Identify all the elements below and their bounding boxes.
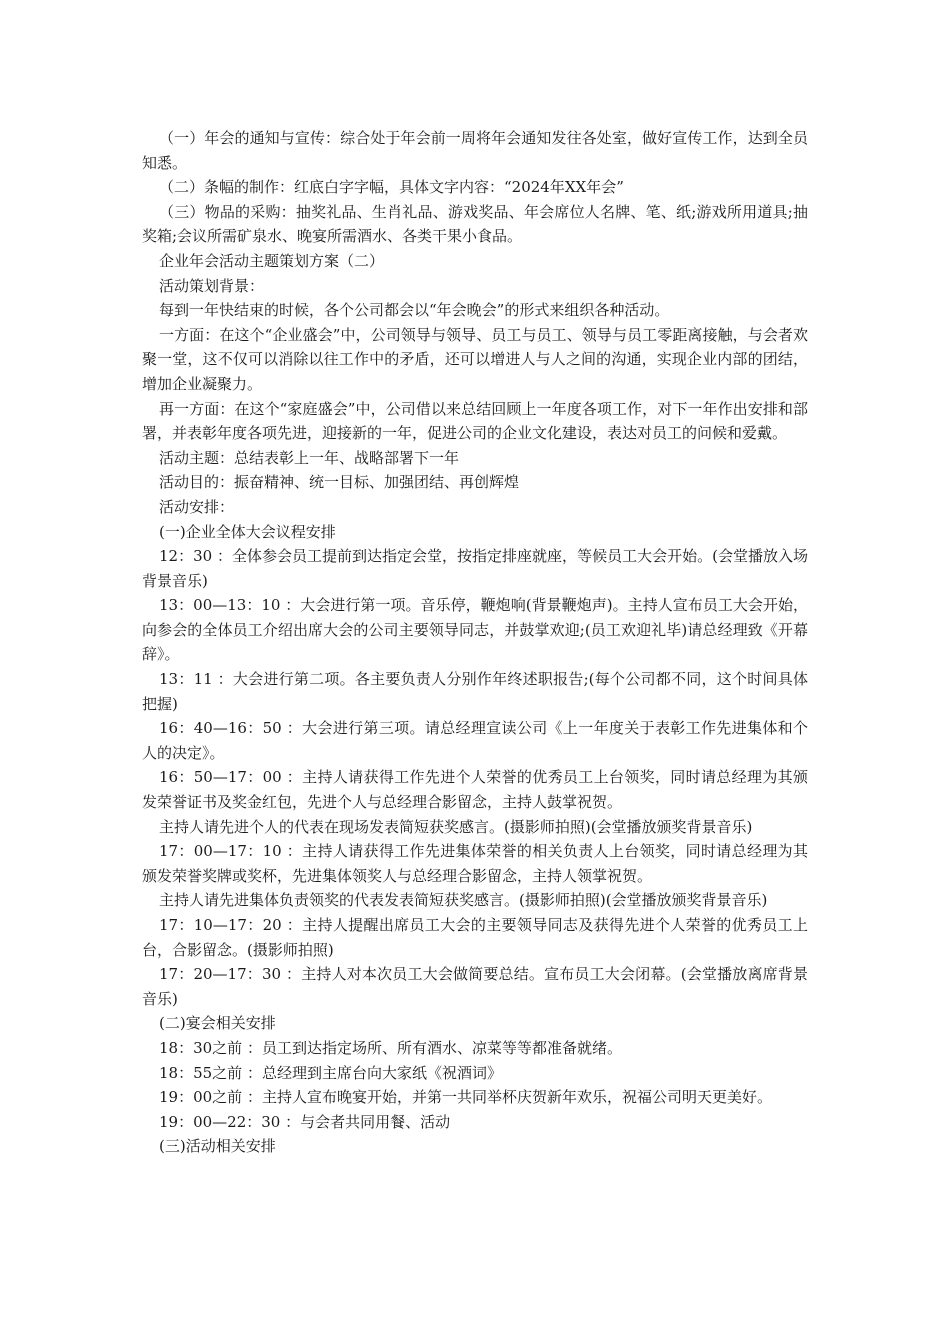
paragraph-aspect-one: 一方面：在这个“企业盛会”中，公司领导与领导、员工与员工、领导与员工零距离接触，与会者欢聚一堂，这不仅可以消除以往工作中的矛盾，还可以增进人与人之间的沟通，实现企业内部的团结，增加企业凝聚力。 [142,325,808,393]
schedule-item: 13：00—13：10 ：大会进行第一项。音乐停，鞭炮响(背景鞭炮声)。主持人宣布员工大会开始，向参会的全体员工介绍出席大会的公司主要领导同志，并鼓掌欢迎;(员工欢迎礼毕)请总经理致《开幕辞》。 [142,596,808,664]
subsection-assembly: (一)企业全体大会议程安排 [159,522,336,541]
section-title: 企业年会活动主题策划方案（二） [159,251,385,270]
subsection-banquet: (二)宴会相关安排 [159,1014,276,1033]
schedule-item: 17：20—17：30 ：主持人对本次员工大会做简要总结。宣布员工大会闭幕。(会堂播放离席背景音乐) [142,965,808,1008]
schedule-item: 19：00之前 ：主持人宣布晚宴开始，并第一共同举杯庆贺新年欢乐，祝福公司明天更美好。 [159,1088,772,1107]
schedule-item: 18：55之前 ：总经理到主席台向大家纸《祝酒词》 [159,1063,502,1082]
subsection-activities: (三)活动相关安排 [159,1137,276,1156]
schedule-item: 18：30之前 ：员工到达指定场所、所有酒水、凉菜等等都准备就绪。 [159,1038,622,1057]
paragraph-aspect-two: 再一方面：在这个“家庭盛会”中，公司借以来总结回顾上一年度各项工作，对下一年作出安排和部署，并表彰年度各项先进，迎接新的一年，促进公司的企业文化建设，表达对员工的问候和爱戴。 [142,399,808,443]
paragraph-background-heading: 活动策划背景： [159,276,265,295]
schedule-note: 主持人请先进集体负责领奖的代表发表简短获奖感言。(摄影师拍照)(会堂播放颁奖背景音乐) [159,891,768,910]
schedule-item: 16：40—16：50 ：大会进行第三项。请总经理宣读公司《上一年度关于表彰工作先进集体和个人的决定》。 [142,719,808,762]
paragraph-announcement: （一）年会的通知与宣传：综合处于年会前一周将年会通知发往各处室，做好宣传工作，达到全员知悉。 [142,129,808,172]
schedule-item: 16：50—17：00 ：主持人请获得工作先进个人荣誉的优秀员工上台领奖，同时请总经理为其颁发荣誉证书及奖金红包，先进个人与总经理合影留念，主持人鼓掌祝贺。 [142,768,808,812]
paragraph-background: 每到一年快结束的时候，各个公司都会以“年会晚会”的形式来组织各种活动。 [159,301,670,320]
schedule-item: 17：00—17：10 ：主持人请获得工作先进集体荣誉的相关负责人上台领奖，同时请总经理为其颁发荣誉奖牌或奖杯，先进集体领奖人与总经理合影留念，主持人领掌祝贺。 [142,842,808,885]
schedule-item: 17：10—17：20 ：主持人提醒出席员工大会的主要领导同志及获得先进个人荣誉的优秀员工上台，合影留念。(摄影师拍照) [142,916,808,959]
paragraph-banner: （二）条幅的制作：红底白字字幅，具体文字内容：“2024年XX年会” [159,178,624,197]
paragraph-purchase: （三）物品的采购：抽奖礼品、生肖礼品、游戏奖品、年会席位人名牌、笔、纸;游戏所用道具;抽奖箱;会议所需矿泉水、晚宴所需酒水、各类干果小食品。 [142,202,808,246]
paragraph-theme: 活动主题：总结表彰上一年、战略部署下一年 [159,448,460,467]
schedule-note: 主持人请先进个人的代表在现场发表简短获奖感言。(摄影师拍照)(会堂播放颁奖背景音乐) [159,817,753,836]
schedule-item: 19：00—22：30 ：与会者共同用餐、活动 [159,1112,451,1131]
schedule-item: 13：11 ：大会进行第二项。各主要负责人分别作年终述职报告;(每个公司都不同，这个时间具体把握) [142,670,808,713]
schedule-item: 12：30 ：全体参会员工提前到达指定会堂，按指定排座就座，等候员工大会开始。(会堂播放入场背景音乐) [142,547,808,590]
paragraph-goal: 活动目的：振奋精神、统一目标、加强团结、再创辉煌 [159,473,520,492]
paragraph-arrangement-heading: 活动安排： [159,497,235,516]
